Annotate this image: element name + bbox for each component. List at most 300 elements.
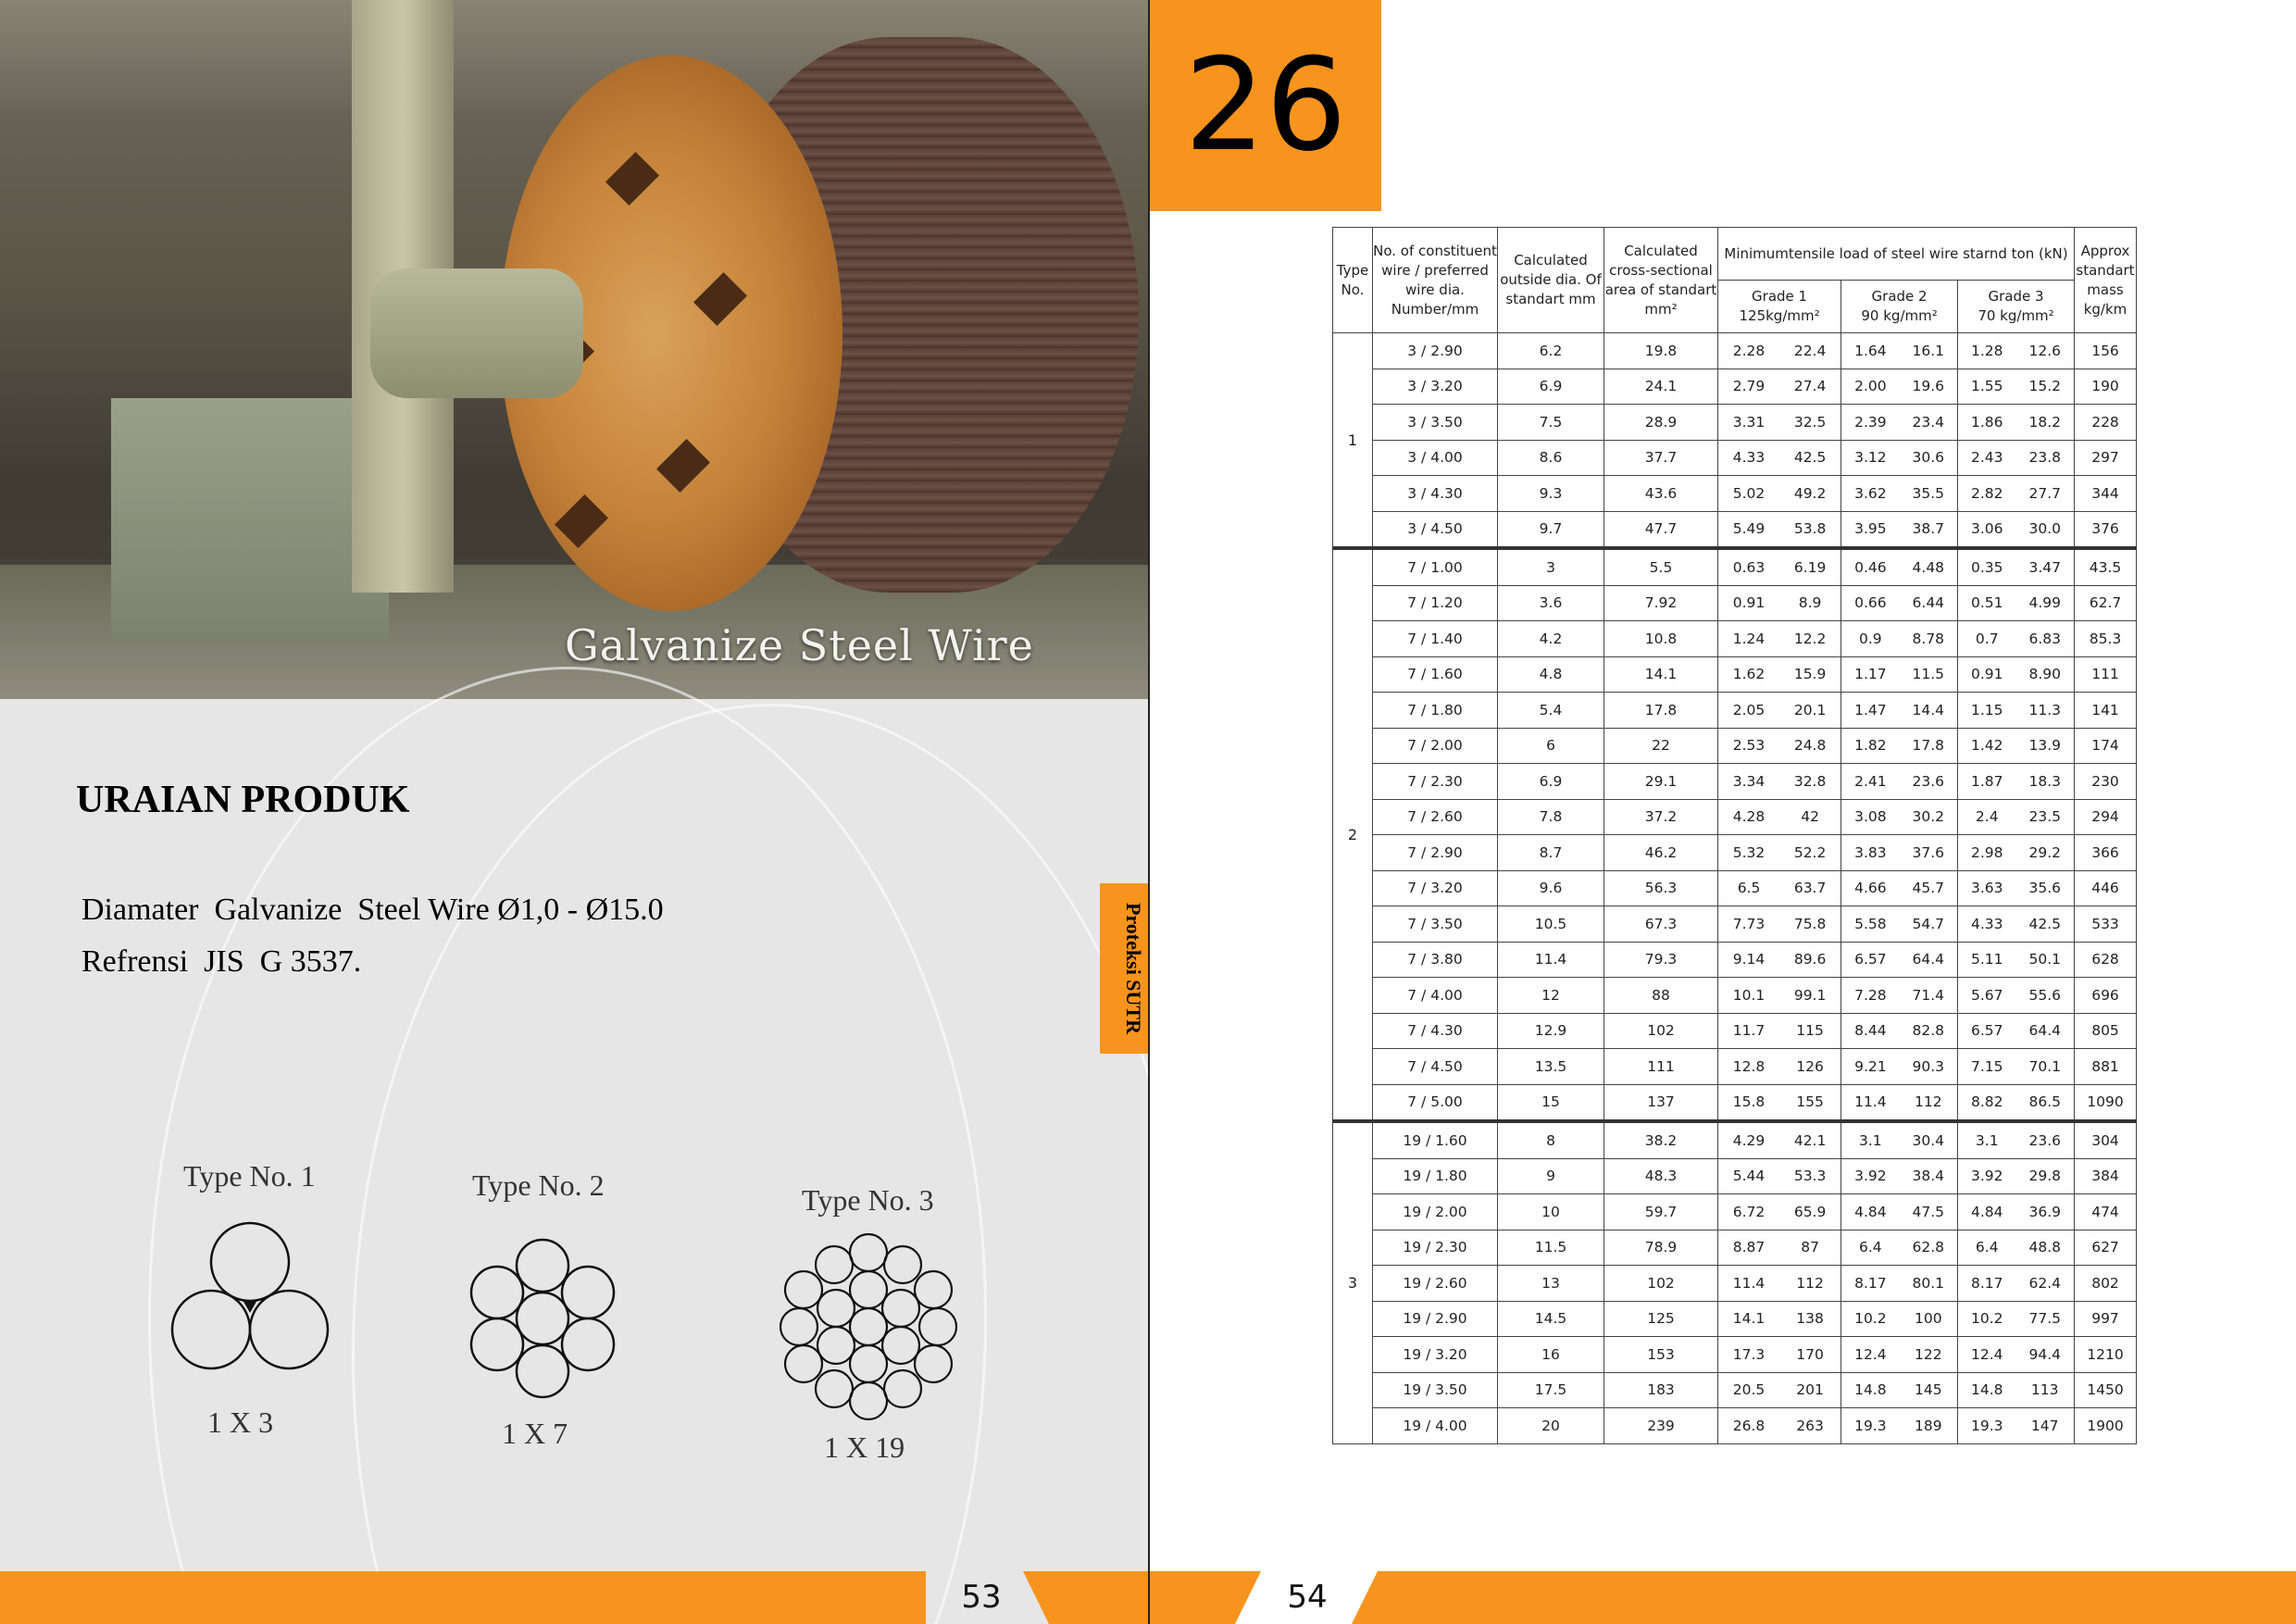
table-cell: 0.35 [1958, 548, 2016, 585]
table-cell: 2.79 [1718, 369, 1780, 405]
table-row [1333, 369, 2137, 405]
table-cell: 0.91 [1718, 585, 1780, 621]
footer-bar-right [1352, 1571, 2296, 1624]
table-cell: 6.57 [1841, 942, 1900, 978]
table-cell: 19 / 2.60 [1373, 1266, 1498, 1302]
table-cell: 7 / 4.30 [1373, 1013, 1498, 1049]
table-cell: 22 [1604, 728, 1718, 764]
table-cell: 19.3 [1841, 1408, 1900, 1444]
table-cell: 138 [1779, 1301, 1841, 1337]
strand-1x19-diagram [776, 1230, 961, 1424]
table-cell: 20.1 [1779, 693, 1841, 729]
table-cell: 13 [1498, 1266, 1604, 1302]
table-cell: 126 [1779, 1049, 1841, 1085]
table-cell: 3 [1498, 548, 1604, 585]
table-cell: 16 [1498, 1337, 1604, 1373]
table-row [1333, 1230, 2137, 1266]
side-tab-label: Proteksi SUTR [1122, 903, 1145, 1034]
col-header-mass: Approx standart mass kg/km [2075, 228, 2137, 333]
table-cell: 0.66 [1841, 585, 1900, 621]
footer-bar-right-head [1150, 1571, 1261, 1624]
table-cell: 8.78 [1900, 621, 1958, 657]
table-cell: 30.2 [1900, 799, 1958, 835]
table-row [1333, 405, 2137, 441]
table-cell: 28.9 [1604, 405, 1718, 441]
table-cell: 1900 [2075, 1408, 2137, 1444]
table-cell: 37.2 [1604, 799, 1718, 835]
table-row [1333, 835, 2137, 871]
table-cell: 5.67 [1958, 978, 2016, 1014]
table-cell: 17.5 [1498, 1372, 1604, 1408]
table-cell: 37.7 [1604, 440, 1718, 476]
page-number-left: 53 [961, 1579, 1002, 1616]
table-cell: 3 / 4.00 [1373, 440, 1498, 476]
table-cell: 77.5 [2015, 1301, 2074, 1337]
table-cell: 7 / 1.00 [1373, 548, 1498, 585]
table-cell: 12.8 [1718, 1049, 1780, 1085]
table-cell: 16.1 [1900, 333, 1958, 369]
table-cell: 7 / 2.60 [1373, 799, 1498, 835]
grade-1-label: Grade 1 [1752, 288, 1808, 305]
table-cell: 7 / 1.60 [1373, 656, 1498, 693]
table-cell: 7.8 [1498, 799, 1604, 835]
table-cell: 0.51 [1958, 585, 2016, 621]
table-cell: 12.4 [1841, 1337, 1900, 1373]
table-cell: 8.9 [1779, 585, 1841, 621]
table-cell: 12 [1498, 978, 1604, 1014]
table-cell: 38.2 [1604, 1121, 1718, 1158]
table-cell: 6 [1498, 728, 1604, 764]
table-cell: 30.4 [1900, 1121, 1958, 1158]
table-cell: 6.44 [1900, 585, 1958, 621]
table-cell: 7 / 1.40 [1373, 621, 1498, 657]
table-cell: 27.7 [2015, 476, 2074, 512]
table-row [1333, 906, 2137, 943]
table-row [1333, 799, 2137, 835]
table-row [1333, 764, 2137, 800]
table-cell: 137 [1604, 1084, 1718, 1121]
table-cell: 53.3 [1779, 1158, 1841, 1194]
table-cell: 627 [2075, 1230, 2137, 1266]
table-cell: 17.8 [1900, 728, 1958, 764]
table-cell: 1090 [2075, 1084, 2137, 1121]
table-cell: 43.6 [1604, 476, 1718, 512]
table-cell: 1.17 [1841, 656, 1900, 693]
chapter-number-box [1150, 0, 1381, 211]
table-cell: 10 [1498, 1194, 1604, 1230]
table-cell: 7 / 3.50 [1373, 906, 1498, 943]
grade-2-unit: 90 kg/mm² [1861, 307, 1938, 324]
col-header-grade-2 [1841, 281, 1958, 333]
diagram-title-type-3: Type No. 3 [802, 1183, 934, 1217]
table-cell: 17.8 [1604, 693, 1718, 729]
table-cell: 19 / 2.30 [1373, 1230, 1498, 1266]
wire-spec-table [1332, 227, 2137, 1444]
table-cell: 65.9 [1779, 1194, 1841, 1230]
table-cell: 15 [1498, 1084, 1604, 1121]
table-cell: 12.6 [2015, 333, 2074, 369]
table-cell: 38.7 [1900, 511, 1958, 548]
table-row [1333, 693, 2137, 729]
table-cell: 239 [1604, 1408, 1718, 1444]
table-cell: 35.6 [2015, 870, 2074, 906]
col-header-min-tensile: Minimumtensile load of steel wire starnd ton (kN) [1718, 228, 2075, 281]
table-cell: 19.3 [1958, 1408, 2016, 1444]
table-cell: 19 / 2.90 [1373, 1301, 1498, 1337]
grade-3-label: Grade 3 [1988, 288, 2044, 305]
table-cell: 4.84 [1841, 1194, 1900, 1230]
table-cell: 4.33 [1958, 906, 2016, 943]
table-cell: 0.91 [1958, 656, 2016, 693]
table-cell: 5.02 [1718, 476, 1780, 512]
table-cell: 3.92 [1958, 1158, 2016, 1194]
table-cell: 4.48 [1900, 548, 1958, 585]
table-cell: 3.95 [1841, 511, 1900, 548]
table-cell: 1.15 [1958, 693, 2016, 729]
table-cell: 190 [2075, 369, 2137, 405]
table-cell: 50.1 [2015, 942, 2074, 978]
table-cell: 9.7 [1498, 511, 1604, 548]
table-cell: 5.32 [1718, 835, 1780, 871]
diagram-title-type-2: Type No. 2 [472, 1168, 605, 1202]
table-cell: 15.2 [2015, 369, 2074, 405]
table-cell: 122 [1900, 1337, 1958, 1373]
table-cell: 10.1 [1718, 978, 1780, 1014]
table-cell: 75.8 [1779, 906, 1841, 943]
table-row [1333, 440, 2137, 476]
table-cell: 9.14 [1718, 942, 1780, 978]
table-cell: 32.5 [1779, 405, 1841, 441]
section-side-tab [1100, 883, 1148, 1054]
table-cell: 2.05 [1718, 693, 1780, 729]
table-cell: 19 / 3.50 [1373, 1372, 1498, 1408]
table-row [1333, 1084, 2137, 1121]
diagram-title-type-1: Type No. 1 [183, 1159, 316, 1193]
table-cell: 115 [1779, 1013, 1841, 1049]
table-cell: 29.1 [1604, 764, 1718, 800]
strand-1x7-diagram [461, 1237, 624, 1400]
grade-3-unit: 70 kg/mm² [1978, 307, 2054, 324]
table-cell: 4.2 [1498, 621, 1604, 657]
table-cell: 0.63 [1718, 548, 1780, 585]
table-cell: 696 [2075, 978, 2137, 1014]
table-cell: 67.3 [1604, 906, 1718, 943]
table-cell: 8.17 [1958, 1266, 2016, 1302]
table-cell: 1.55 [1958, 369, 2016, 405]
table-cell: 20.5 [1718, 1372, 1780, 1408]
table-cell: 29.8 [2015, 1158, 2074, 1194]
table-cell: 3.06 [1958, 511, 2016, 548]
diagram-label-1x19: 1 X 19 [824, 1430, 905, 1464]
table-cell: 7 / 3.80 [1373, 942, 1498, 978]
table-cell: 55.6 [2015, 978, 2074, 1014]
table-cell: 43.5 [2075, 548, 2137, 585]
table-cell: 5.11 [1958, 942, 2016, 978]
table-cell: 14.1 [1604, 656, 1718, 693]
table-cell: 7 / 1.80 [1373, 693, 1498, 729]
table-cell: 6.72 [1718, 1194, 1780, 1230]
table-cell: 174 [2075, 728, 2137, 764]
table-cell: 19.8 [1604, 333, 1718, 369]
table-cell: 230 [2075, 764, 2137, 800]
type-cell: 2 [1333, 548, 1373, 1121]
table-cell: 2.28 [1718, 333, 1780, 369]
table-cell: 38.4 [1900, 1158, 1958, 1194]
table-row [1333, 1121, 2137, 1158]
table-cell: 14.1 [1718, 1301, 1780, 1337]
table-cell: 6.5 [1718, 870, 1780, 906]
table-cell: 9.3 [1498, 476, 1604, 512]
col-header-outside-dia: Calculated outside dia. Of standart mm [1498, 228, 1604, 333]
table-cell: 111 [2075, 656, 2137, 693]
photo-caption: Galvanize Steel Wire [565, 620, 1034, 670]
table-row [1333, 621, 2137, 657]
table-row [1333, 656, 2137, 693]
table-cell: 7 / 2.30 [1373, 764, 1498, 800]
table-row [1333, 942, 2137, 978]
table-row [1333, 1158, 2137, 1194]
table-cell: 6.19 [1779, 548, 1841, 585]
table-cell: 45.7 [1900, 870, 1958, 906]
table-cell: 2.39 [1841, 405, 1900, 441]
table-cell: 881 [2075, 1049, 2137, 1085]
table-cell: 7.73 [1718, 906, 1780, 943]
table-row [1333, 1194, 2137, 1230]
table-cell: 19 / 1.80 [1373, 1158, 1498, 1194]
table-cell: 23.6 [1900, 764, 1958, 800]
table-cell: 8.7 [1498, 835, 1604, 871]
table-cell: 112 [1779, 1266, 1841, 1302]
table-cell: 3 / 2.90 [1373, 333, 1498, 369]
table-cell: 42.5 [1779, 440, 1841, 476]
table-cell: 125 [1604, 1301, 1718, 1337]
table-cell: 1.64 [1841, 333, 1900, 369]
table-cell: 6.83 [2015, 621, 2074, 657]
table-cell: 62.8 [1900, 1230, 1958, 1266]
table-cell: 80.1 [1900, 1266, 1958, 1302]
table-cell: 304 [2075, 1121, 2137, 1158]
table-cell: 42.5 [2015, 906, 2074, 943]
table-cell: 88 [1604, 978, 1718, 1014]
table-cell: 79.3 [1604, 942, 1718, 978]
table-cell: 36.9 [2015, 1194, 2074, 1230]
table-cell: 32.8 [1779, 764, 1841, 800]
table-cell: 1210 [2075, 1337, 2137, 1373]
table-cell: 89.6 [1779, 942, 1841, 978]
table-cell: 155 [1779, 1084, 1841, 1121]
table-cell: 3 / 4.50 [1373, 511, 1498, 548]
table-cell: 2.82 [1958, 476, 2016, 512]
type-cell: 1 [1333, 333, 1373, 549]
table-cell: 0.46 [1841, 548, 1900, 585]
table-cell: 12.9 [1498, 1013, 1604, 1049]
table-cell: 19 / 3.20 [1373, 1337, 1498, 1373]
table-cell: 2.41 [1841, 764, 1900, 800]
table-cell: 7 / 1.20 [1373, 585, 1498, 621]
table-cell: 2.00 [1841, 369, 1900, 405]
col-header-type: Type No. [1333, 228, 1373, 333]
table-cell: 263 [1779, 1408, 1841, 1444]
table-cell: 1.47 [1841, 693, 1900, 729]
table-row [1333, 1337, 2137, 1373]
table-cell: 22.4 [1779, 333, 1841, 369]
table-cell: 189 [1900, 1408, 1958, 1444]
table-cell: 997 [2075, 1301, 2137, 1337]
table-cell: 183 [1604, 1372, 1718, 1408]
table-cell: 3.62 [1841, 476, 1900, 512]
table-cell: 62.4 [2015, 1266, 2074, 1302]
table-cell: 100 [1900, 1301, 1958, 1337]
table-cell: 4.33 [1718, 440, 1780, 476]
table-cell: 10.8 [1604, 621, 1718, 657]
table-cell: 533 [2075, 906, 2137, 943]
table-cell: 15.9 [1779, 656, 1841, 693]
table-cell: 8.90 [2015, 656, 2074, 693]
table-cell: 102 [1604, 1266, 1718, 1302]
table-cell: 94.4 [2015, 1337, 2074, 1373]
table-cell: 19 / 4.00 [1373, 1408, 1498, 1444]
table-cell: 3.47 [2015, 548, 2074, 585]
table-cell: 3.1 [1841, 1121, 1900, 1158]
table-cell: 1.28 [1958, 333, 2016, 369]
table-cell: 102 [1604, 1013, 1718, 1049]
table-cell: 11.4 [1841, 1084, 1900, 1121]
table-cell: 90.3 [1900, 1049, 1958, 1085]
table-cell: 1450 [2075, 1372, 2137, 1408]
product-description [81, 884, 664, 988]
table-cell: 14.8 [1958, 1372, 2016, 1408]
table-cell: 8.17 [1841, 1266, 1900, 1302]
table-row [1333, 870, 2137, 906]
table-cell: 63.7 [1779, 870, 1841, 906]
table-cell: 6.4 [1841, 1230, 1900, 1266]
table-cell: 446 [2075, 870, 2137, 906]
table-cell: 1.86 [1958, 405, 2016, 441]
table-cell: 1.82 [1841, 728, 1900, 764]
table-cell: 18.2 [2015, 405, 2074, 441]
table-cell: 14.5 [1498, 1301, 1604, 1337]
table-cell: 1.87 [1958, 764, 2016, 800]
table-cell: 3.6 [1498, 585, 1604, 621]
table-cell: 19 / 2.00 [1373, 1194, 1498, 1230]
table-cell: 113 [2015, 1372, 2074, 1408]
table-cell: 59.7 [1604, 1194, 1718, 1230]
table-cell: 11.5 [1498, 1230, 1604, 1266]
table-cell: 3.83 [1841, 835, 1900, 871]
table-cell: 5.4 [1498, 693, 1604, 729]
table-cell: 2.53 [1718, 728, 1780, 764]
table-cell: 42 [1779, 799, 1841, 835]
table-cell: 9.21 [1841, 1049, 1900, 1085]
table-cell: 628 [2075, 942, 2137, 978]
table-cell: 1.24 [1718, 621, 1780, 657]
table-cell: 4.28 [1718, 799, 1780, 835]
grade-1-unit: 125kg/mm² [1739, 307, 1820, 324]
table-cell: 52.2 [1779, 835, 1841, 871]
table-row [1333, 1049, 2137, 1085]
table-cell: 48.3 [1604, 1158, 1718, 1194]
table-cell: 8.44 [1841, 1013, 1900, 1049]
table-cell: 802 [2075, 1266, 2137, 1302]
table-cell: 3.12 [1841, 440, 1900, 476]
table-cell: 99.1 [1779, 978, 1841, 1014]
table-cell: 3 / 3.50 [1373, 405, 1498, 441]
table-cell: 8.82 [1958, 1084, 2016, 1121]
table-cell: 23.8 [2015, 440, 2074, 476]
table-cell: 8 [1498, 1121, 1604, 1158]
col-header-grade-3 [1958, 281, 2075, 333]
table-cell: 19 / 1.60 [1373, 1121, 1498, 1158]
table-cell: 14.8 [1841, 1372, 1900, 1408]
table-cell: 0.9 [1841, 621, 1900, 657]
table-cell: 3.92 [1841, 1158, 1900, 1194]
table-cell: 201 [1779, 1372, 1841, 1408]
diagram-label-1x3: 1 X 3 [207, 1405, 274, 1439]
table-cell: 294 [2075, 799, 2137, 835]
table-cell: 6.4 [1958, 1230, 2016, 1266]
table-row [1333, 728, 2137, 764]
table-cell: 7.92 [1604, 585, 1718, 621]
table-cell: 170 [1779, 1337, 1841, 1373]
table-cell: 4.66 [1841, 870, 1900, 906]
table-cell: 1.42 [1958, 728, 2016, 764]
table-cell: 11.5 [1900, 656, 1958, 693]
table-cell: 12.2 [1779, 621, 1841, 657]
table-cell: 64.4 [2015, 1013, 2074, 1049]
table-cell: 6.9 [1498, 369, 1604, 405]
table-cell: 297 [2075, 440, 2137, 476]
grade-2-label: Grade 2 [1871, 288, 1928, 305]
book-spine [1148, 0, 1150, 1624]
table-cell: 23.4 [1900, 405, 1958, 441]
table-cell: 7 / 4.00 [1373, 978, 1498, 1014]
table-cell: 9 [1498, 1158, 1604, 1194]
table-cell: 11.7 [1718, 1013, 1780, 1049]
table-cell: 4.84 [1958, 1194, 2016, 1230]
strand-1x3-diagram [157, 1220, 343, 1378]
table-cell: 384 [2075, 1158, 2137, 1194]
diagram-label-1x7: 1 X 7 [502, 1417, 568, 1450]
table-cell: 37.6 [1900, 835, 1958, 871]
table-row [1333, 978, 2137, 1014]
table-cell: 112 [1900, 1084, 1958, 1121]
table-cell: 46.2 [1604, 835, 1718, 871]
col-header-grade-1 [1718, 281, 1841, 333]
table-row [1333, 548, 2137, 585]
table-row [1333, 1301, 2137, 1337]
table-cell: 7.5 [1498, 405, 1604, 441]
table-cell: 2.43 [1958, 440, 2016, 476]
table-cell: 141 [2075, 693, 2137, 729]
table-cell: 8.87 [1718, 1230, 1780, 1266]
table-cell: 5.58 [1841, 906, 1900, 943]
table-cell: 26.8 [1718, 1408, 1780, 1444]
table-cell: 85.3 [2075, 621, 2137, 657]
table-cell: 87 [1779, 1230, 1841, 1266]
table-cell: 376 [2075, 511, 2137, 548]
table-cell: 11.3 [2015, 693, 2074, 729]
table-row [1333, 1266, 2137, 1302]
table-cell: 366 [2075, 835, 2137, 871]
section-title: URAIAN PRODUK [76, 779, 410, 821]
table-cell: 156 [2075, 333, 2137, 369]
type-cell: 3 [1333, 1121, 1373, 1443]
table-cell: 3.08 [1841, 799, 1900, 835]
table-cell: 23.6 [2015, 1121, 2074, 1158]
table-cell: 19.6 [1900, 369, 1958, 405]
table-cell: 111 [1604, 1049, 1718, 1085]
table-cell: 4.8 [1498, 656, 1604, 693]
